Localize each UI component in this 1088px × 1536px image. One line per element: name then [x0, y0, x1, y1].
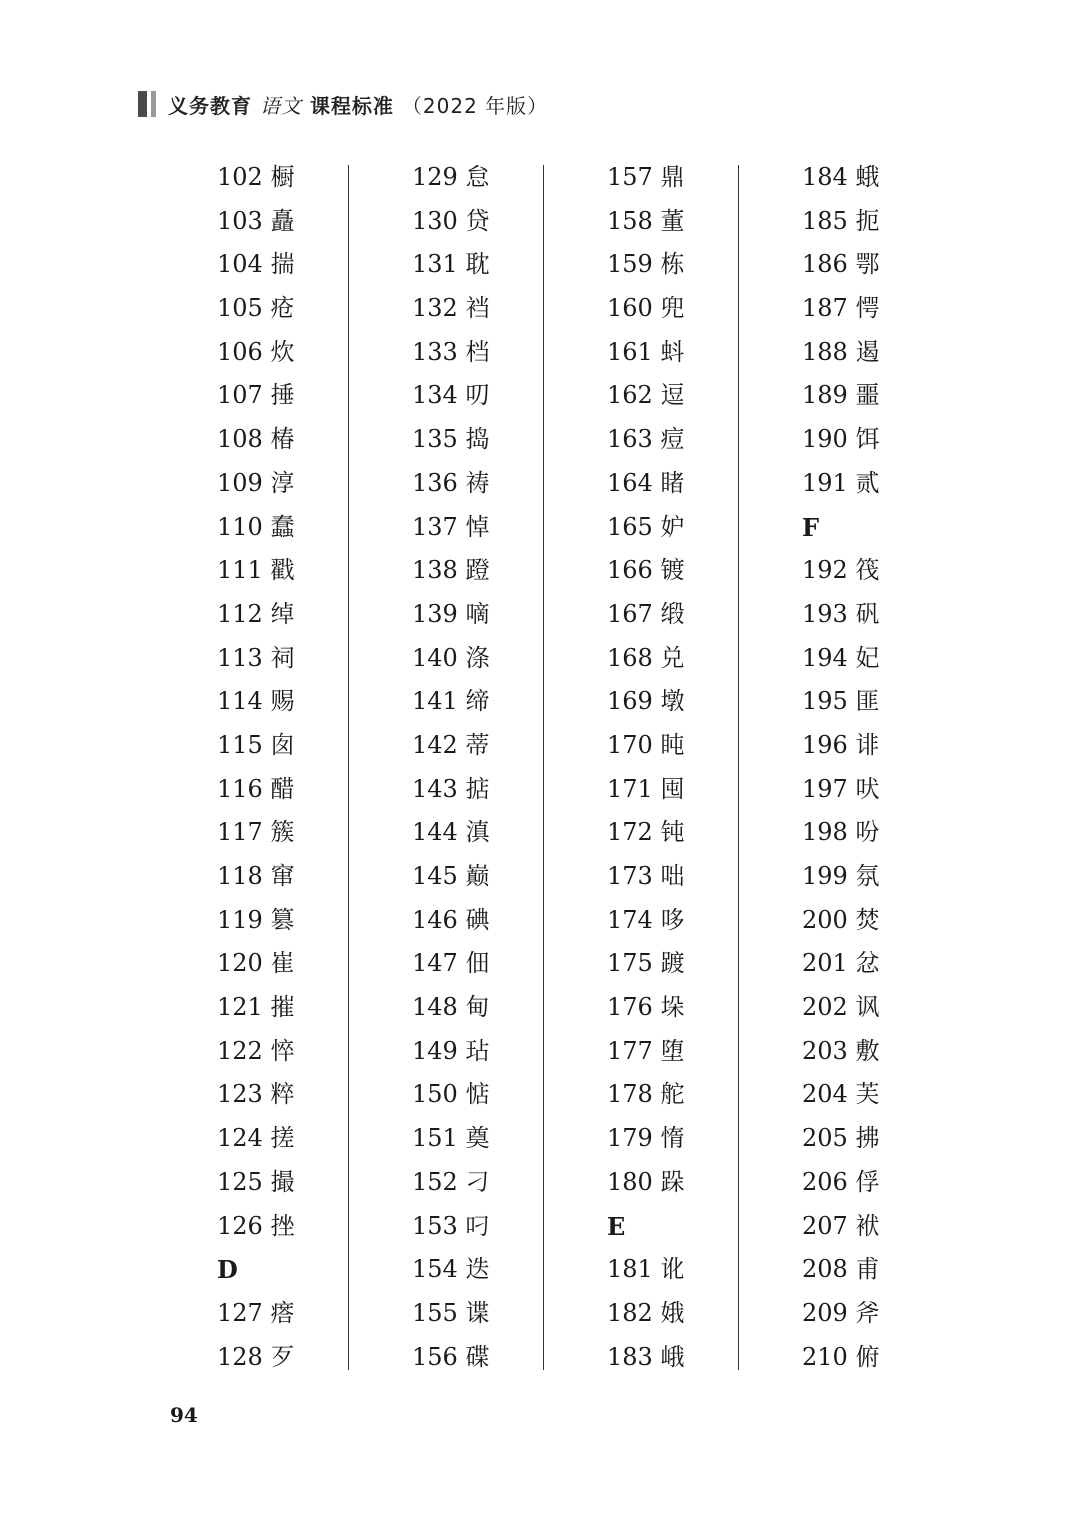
char-entry: 192 筏 [802, 556, 880, 585]
char-entry: 138 蹬 [412, 556, 490, 585]
char-entry: 108 椿 [217, 425, 295, 454]
char-entry: 205 拂 [802, 1124, 880, 1153]
char-entry: 161 蚪 [607, 337, 685, 366]
char-entry: 125 撮 [217, 1167, 295, 1196]
char-entry: 197 吠 [802, 774, 880, 803]
char-entry: 194 妃 [802, 643, 880, 672]
char-entry: 173 咄 [607, 862, 685, 890]
char-entry: 202 讽 [802, 993, 880, 1022]
char-entry: 151 奠 [412, 1124, 490, 1153]
char-entry: 168 兑 [607, 643, 685, 672]
column-divider [738, 165, 739, 1370]
page-number: 94 [170, 1403, 198, 1427]
char-entry: 129 怠 [412, 163, 490, 191]
char-entry: 150 惦 [412, 1080, 490, 1109]
char-entry: 145 巅 [412, 862, 490, 890]
header-bar-light [151, 91, 156, 117]
char-entry: 204 芙 [802, 1080, 880, 1109]
section-letter: F [802, 512, 820, 542]
char-entry: 169 墩 [607, 687, 685, 716]
header-title [168, 90, 548, 119]
char-entry: 121 摧 [217, 993, 295, 1022]
page-header [138, 89, 548, 119]
char-entry: 130 贷 [412, 206, 490, 235]
char-entry: 135 捣 [412, 425, 490, 454]
char-entry: 118 窜 [217, 862, 295, 890]
char-entry: 132 裆 [412, 294, 490, 323]
char-entry: 208 甫 [802, 1255, 880, 1284]
section-letter: E [607, 1211, 626, 1241]
char-entry: 152 刁 [412, 1167, 490, 1196]
char-entry: 195 匪 [802, 687, 880, 716]
char-column-2 [412, 156, 572, 1379]
char-entry: 114 赐 [217, 687, 295, 716]
column-divider [543, 165, 544, 1370]
char-entry: 165 妒 [607, 512, 685, 541]
char-entry: 110 蠢 [217, 512, 295, 541]
char-entry: 190 饵 [802, 425, 880, 454]
char-entry: 206 俘 [802, 1167, 880, 1196]
char-entry: 124 搓 [217, 1124, 295, 1153]
char-entry: 175 踱 [607, 949, 685, 978]
char-entry: 134 叨 [412, 381, 490, 410]
char-entry: 171 囤 [607, 774, 685, 803]
header-title-part2: 语文 [259, 93, 302, 118]
char-entry: 198 吩 [802, 818, 880, 847]
char-column-1 [217, 156, 377, 1379]
char-entry: 137 悼 [412, 512, 490, 541]
char-entry: 191 贰 [802, 468, 880, 497]
char-entry: 199 氛 [802, 862, 880, 890]
char-entry: 196 诽 [802, 730, 880, 759]
char-entry: 111 戳 [217, 556, 295, 585]
char-entry: 182 娥 [607, 1298, 685, 1327]
char-entry: 119 篡 [217, 905, 295, 934]
char-entry: 112 绰 [217, 599, 295, 628]
char-entry: 178 舵 [607, 1080, 685, 1109]
char-entry: 159 栋 [607, 250, 685, 279]
char-entry: 126 挫 [217, 1211, 295, 1240]
column-divider [348, 165, 349, 1370]
char-entry: 147 佃 [412, 949, 490, 978]
char-entry: 163 痘 [607, 425, 685, 454]
char-entry: 164 睹 [607, 468, 685, 497]
char-entry: 210 俯 [802, 1342, 880, 1371]
char-entry: 176 垛 [607, 993, 685, 1022]
char-entry: 109 淳 [217, 468, 295, 497]
char-entry: 153 叼 [412, 1211, 490, 1240]
char-entry: 116 醋 [217, 774, 295, 803]
char-entry: 174 哆 [607, 905, 685, 934]
char-entry: 123 粹 [217, 1080, 295, 1109]
char-entry: 183 峨 [607, 1342, 685, 1371]
char-entry: 185 扼 [802, 206, 880, 235]
char-entry: 172 钝 [607, 818, 685, 847]
header-title-part1: 义务教育 [168, 93, 252, 118]
char-entry: 187 愕 [802, 294, 880, 323]
char-entry: 184 蛾 [802, 163, 880, 191]
char-entry: 104 揣 [217, 250, 295, 279]
char-entry: 148 甸 [412, 993, 490, 1022]
char-entry: 166 镀 [607, 556, 685, 585]
char-entry: 207 袱 [802, 1211, 880, 1240]
char-entry: 103 矗 [217, 206, 295, 235]
char-entry: 142 蒂 [412, 730, 490, 759]
char-entry: 156 碟 [412, 1342, 490, 1371]
char-entry: 106 炊 [217, 337, 295, 366]
char-entry: 115 囱 [217, 730, 295, 759]
char-entry: 162 逗 [607, 381, 685, 410]
char-entry: 157 鼎 [607, 163, 685, 191]
char-entry: 139 嘀 [412, 599, 490, 628]
char-entry: 146 碘 [412, 905, 490, 934]
char-entry: 154 迭 [412, 1255, 490, 1284]
char-entry: 120 崔 [217, 949, 295, 978]
char-entry: 179 惰 [607, 1124, 685, 1153]
char-entry: 160 兜 [607, 294, 685, 323]
char-entry: 131 耽 [412, 250, 490, 279]
header-title-part4: （2022 年版） [401, 93, 549, 118]
char-entry: 155 谍 [412, 1298, 490, 1327]
char-entry: 143 掂 [412, 774, 490, 803]
char-entry: 181 讹 [607, 1255, 685, 1284]
char-entry: 193 矾 [802, 599, 880, 628]
char-entry: 158 董 [607, 206, 685, 235]
char-entry: 105 疮 [217, 294, 295, 323]
char-entry: 167 缎 [607, 599, 685, 628]
section-letter: D [217, 1255, 238, 1285]
char-entry: 186 鄂 [802, 250, 880, 279]
char-entry: 107 捶 [217, 381, 295, 410]
char-entry: 128 歹 [217, 1342, 295, 1371]
header-bar-dark [138, 91, 147, 117]
char-entry: 189 噩 [802, 381, 880, 410]
char-entry: 127 瘩 [217, 1298, 295, 1327]
char-entry: 140 涤 [412, 643, 490, 672]
char-entry: 200 焚 [802, 905, 880, 934]
header-title-part3: 课程标准 [309, 93, 394, 118]
char-entry: 141 缔 [412, 687, 490, 716]
char-column-4 [802, 156, 962, 1379]
char-entry: 149 玷 [412, 1036, 490, 1065]
char-entry: 133 档 [412, 337, 490, 366]
char-entry: 102 橱 [217, 163, 295, 191]
char-entry: 203 敷 [802, 1036, 880, 1065]
char-entry: 170 盹 [607, 730, 685, 759]
char-entry: 188 遏 [802, 337, 880, 366]
char-entry: 180 跺 [607, 1167, 685, 1196]
char-entry: 117 簇 [217, 818, 295, 847]
char-column-3 [607, 156, 767, 1379]
char-entry: 201 忿 [802, 949, 880, 978]
char-entry: 209 斧 [802, 1298, 880, 1327]
char-entry: 144 滇 [412, 818, 490, 847]
char-entry: 177 堕 [607, 1036, 685, 1065]
char-entry: 136 祷 [412, 468, 490, 497]
char-entry: 122 悴 [217, 1036, 295, 1065]
char-entry: 113 祠 [217, 643, 295, 672]
